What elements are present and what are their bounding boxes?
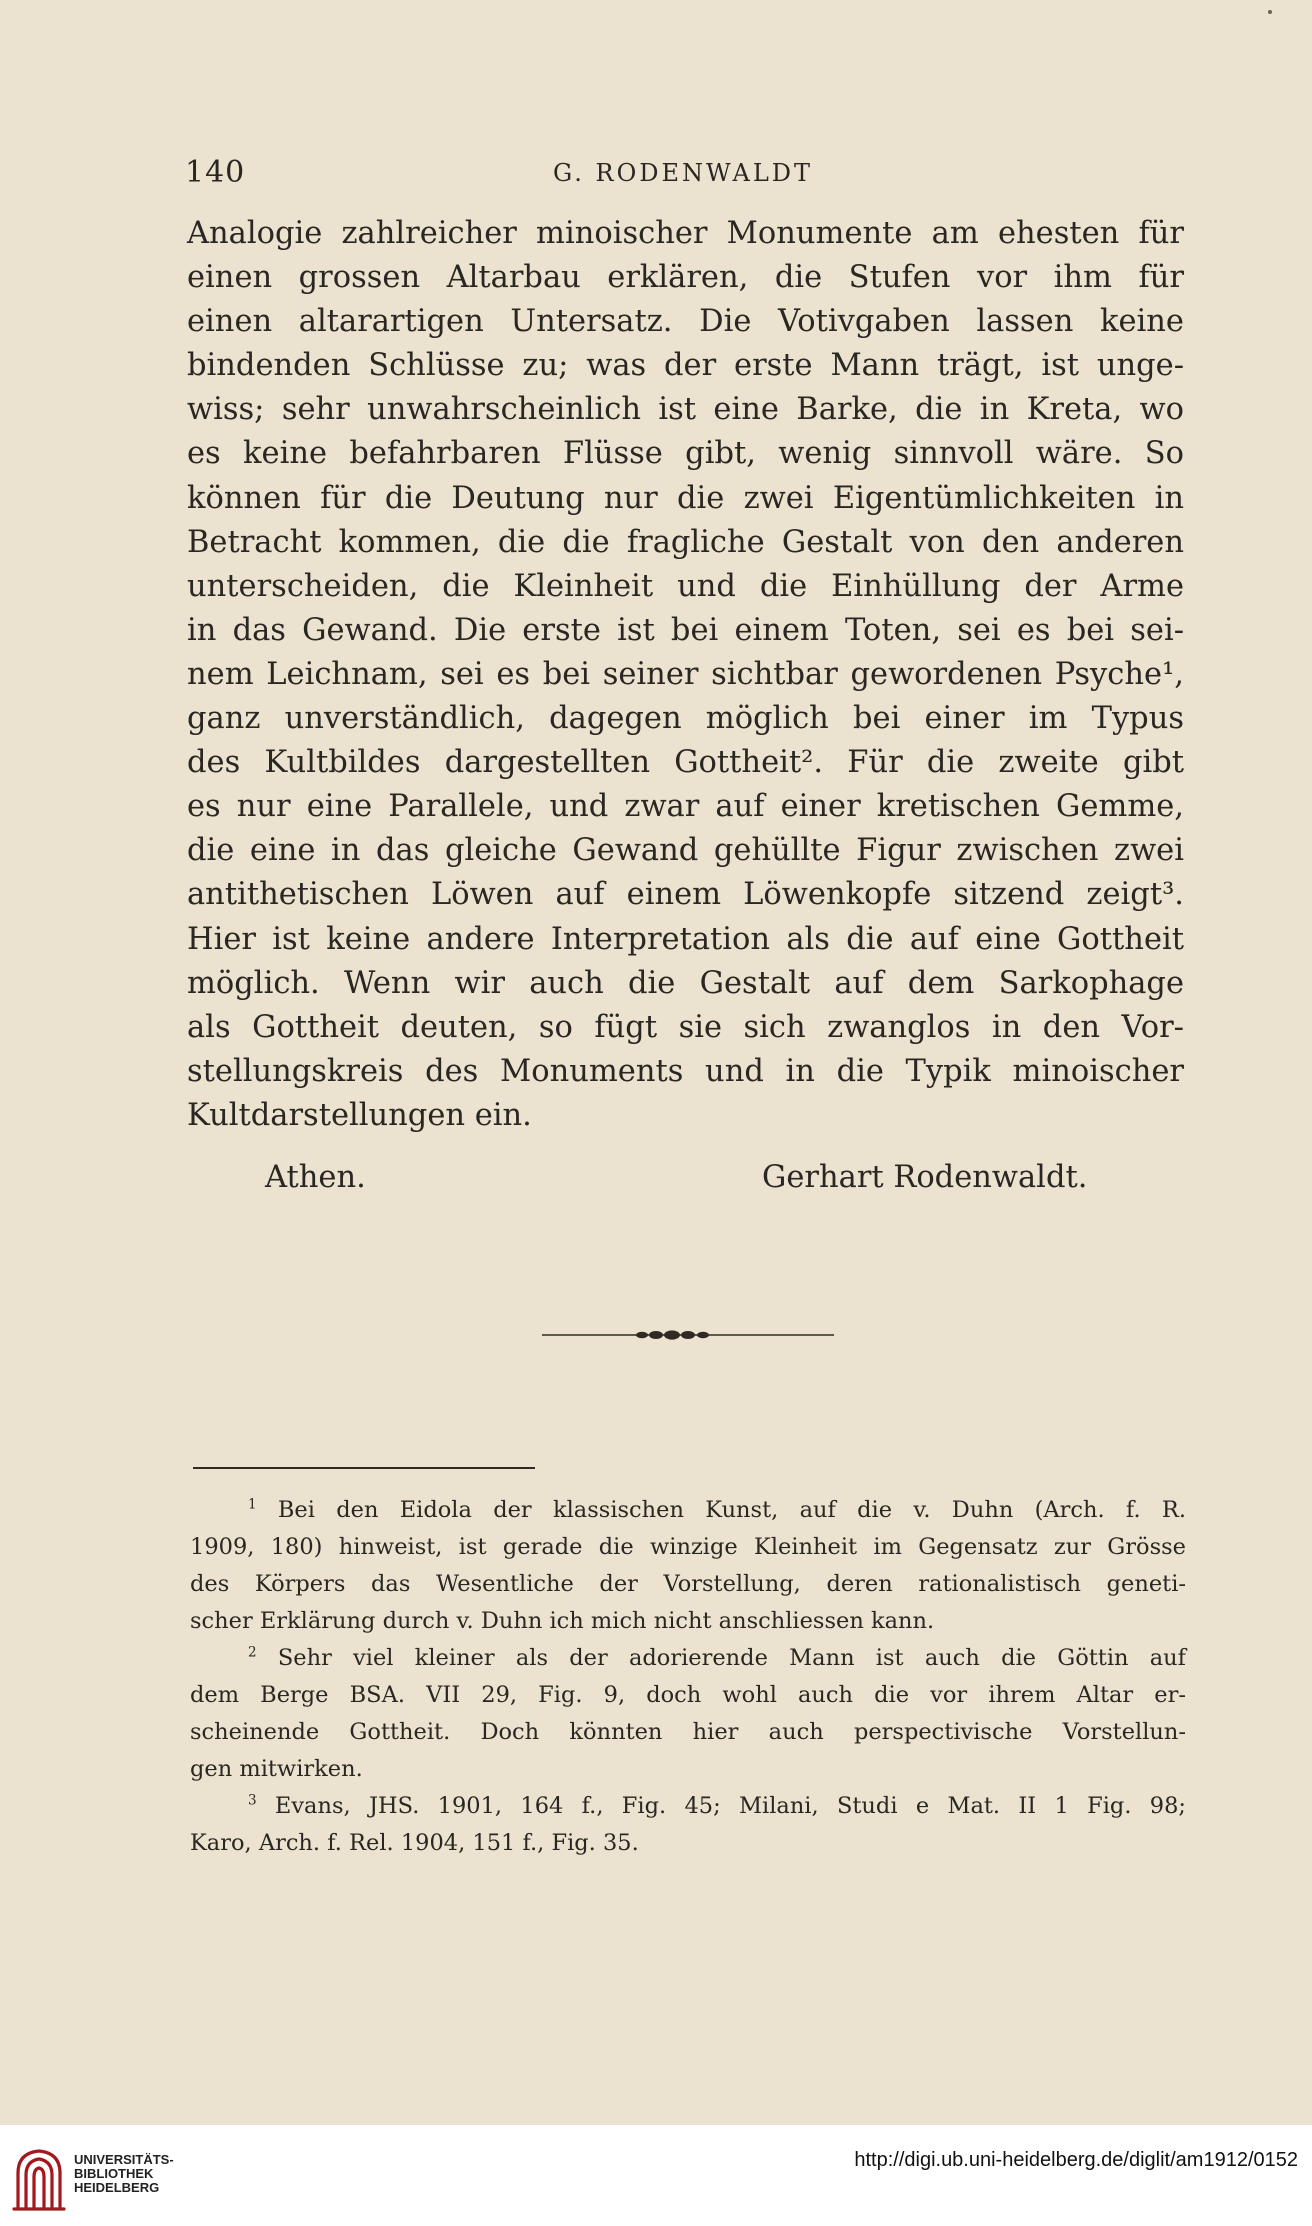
library-name bbox=[74, 2153, 174, 2195]
signature-name: Gerhart Rodenwaldt. bbox=[762, 1160, 1088, 1195]
running-title: G. RODENWALDT bbox=[552, 159, 814, 187]
footnote-text: Bei den Eidola der klassischen Kunst, auf die v. Duhn (Arch. f. R. bbox=[277, 1497, 1186, 1523]
page-number: 140 bbox=[185, 155, 246, 190]
footnote-line: gen mitwirken. bbox=[190, 1756, 363, 1782]
text-line: unterscheiden, die Kleinheit und die Einhüllung der Arme bbox=[187, 568, 1184, 604]
library-name-line: BIBLIOTHEK bbox=[74, 2166, 154, 2181]
footnote-marker: 3 bbox=[248, 1792, 257, 1809]
text-line: können für die Deutung nur die zwei Eigentümlichkeiten in bbox=[187, 480, 1184, 516]
footnote-line: des Körpers das Wesentliche der Vorstellung, deren rationalistisch geneti- bbox=[190, 1571, 1186, 1597]
end-ornament bbox=[542, 1320, 834, 1350]
text-line: des Kultbildes dargestellten Gottheit². Für die zweite gibt bbox=[187, 745, 1184, 781]
main-text bbox=[187, 212, 1184, 1138]
text-line: bindenden Schlüsse zu; was der erste Mann trägt, ist unge- bbox=[187, 348, 1184, 384]
text-line: es keine befahrbaren Flüsse gibt, wenig sinnvoll wäre. So bbox=[187, 436, 1184, 472]
footnote-line: Karo, Arch. f. Rel. 1904, 151 f., Fig. 35. bbox=[190, 1830, 639, 1856]
text-line: wiss; sehr unwahrscheinlich ist eine Barke, die in Kreta, wo bbox=[187, 392, 1184, 428]
text-line: einen altarartigen Untersatz. Die Votivgaben lassen keine bbox=[187, 304, 1184, 340]
text-line: es nur eine Parallele, und zwar auf einer kretischen Gemme, bbox=[187, 789, 1184, 825]
footnote-line: scheinende Gottheit. Doch könnten hier auch perspectivische Vorstellun- bbox=[190, 1719, 1186, 1745]
footer-bar bbox=[0, 2125, 1312, 2226]
text-line: Kultdarstellungen ein. bbox=[187, 1097, 532, 1133]
page-header bbox=[185, 155, 1181, 195]
text-line: möglich. Wenn wir auch die Gestalt auf dem Sarkophage bbox=[187, 965, 1184, 1001]
footnote-line: 1909, 180) hinweist, ist gerade die winzige Kleinheit im Gegensatz zur Grösse bbox=[190, 1534, 1186, 1560]
signature-block bbox=[187, 1160, 1184, 1204]
footnote-marker: 1 bbox=[248, 1496, 257, 1513]
signature-place: Athen. bbox=[265, 1160, 366, 1195]
footnote-separator bbox=[193, 1467, 535, 1469]
footnote-text: Evans, JHS. 1901, 164 f., Fig. 45; Milani, Studi e Mat. II 1 Fig. 98; bbox=[274, 1793, 1186, 1819]
library-name-line: HEIDELBERG bbox=[74, 2180, 160, 2195]
text-line: Analogie zahlreicher minoischer Monumente am ehesten für bbox=[187, 216, 1184, 251]
footnote-marker: 2 bbox=[248, 1644, 257, 1661]
library-name-line: UNIVERSITÄTS- bbox=[74, 2152, 174, 2167]
text-line: Hier ist keine andere Interpretation als die auf eine Gottheit bbox=[187, 921, 1184, 957]
paper-speck bbox=[1268, 10, 1272, 14]
text-line: in das Gewand. Die erste ist bei einem Toten, sei es bei sei- bbox=[187, 612, 1184, 648]
source-url-link[interactable]: http://digi.ub.uni-heidelberg.de/diglit/am1912/0152 bbox=[854, 2149, 1298, 2171]
text-line: einen grossen Altarbau erklären, die Stufen vor ihm für bbox=[187, 260, 1184, 296]
footnote-line bbox=[190, 1788, 1186, 1825]
footnote-text: Sehr viel kleiner als der adorierende Mann ist auch die Göttin auf bbox=[277, 1645, 1186, 1671]
footnote-line: dem Berge BSA. VII 29, Fig. 9, doch wohl auch die vor ihrem Altar er- bbox=[190, 1682, 1186, 1708]
text-line: als Gottheit deuten, so fügt sie sich zwanglos in den Vor- bbox=[187, 1009, 1184, 1045]
library-logo-icon bbox=[12, 2143, 66, 2213]
footnote-line bbox=[190, 1640, 1186, 1677]
footnote-line bbox=[190, 1492, 1186, 1529]
text-line: Betracht kommen, die die fragliche Gestalt von den anderen bbox=[187, 524, 1184, 560]
text-line: antithetischen Löwen auf einem Löwenkopfe sitzend zeigt³. bbox=[187, 877, 1184, 913]
text-line: stellungskreis des Monuments und in die Typik minoischer bbox=[187, 1053, 1184, 1089]
text-line: nem Leichnam, sei es bei seiner sichtbar gewordenen Psyche¹, bbox=[187, 656, 1184, 692]
footnote-line: scher Erklärung durch v. Duhn ich mich nicht anschliessen kann. bbox=[190, 1608, 935, 1634]
text-line: ganz unverständlich, dagegen möglich bei einer im Typus bbox=[187, 701, 1184, 737]
footnotes bbox=[190, 1492, 1186, 1862]
text-line: die eine in das gleiche Gewand gehüllte Figur zwischen zwei bbox=[187, 833, 1184, 869]
